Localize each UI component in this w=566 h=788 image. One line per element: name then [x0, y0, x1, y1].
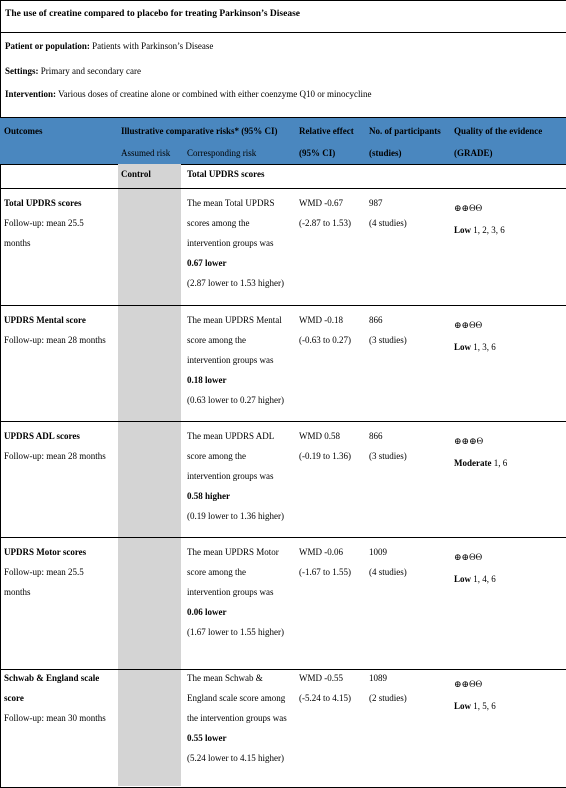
- header-corresponding: Corresponding risk: [187, 148, 257, 158]
- header-quality-1: Quality of the evidence: [454, 126, 543, 136]
- subheader-sep-right: [181, 164, 566, 165]
- row-risk-ci: (0.19 lower to 1.36 higher): [187, 511, 284, 521]
- row-risk-text: score among the: [187, 451, 246, 461]
- intervention-line: [5, 89, 372, 99]
- header-control: Control: [121, 169, 151, 179]
- row-risk-text: score among the: [187, 567, 246, 577]
- table-title: The use of creatine compared to placebo for treating Parkinson’s Disease: [5, 9, 301, 19]
- header-relative-2: (95% CI): [299, 148, 336, 158]
- row-risk-text: England scale score among: [187, 693, 286, 703]
- row-risk-text: the intervention groups was: [187, 713, 287, 723]
- row-risk-text: The mean UPDRS Motor: [187, 547, 279, 557]
- row-risk-text: The mean UPDRS ADL: [187, 431, 275, 441]
- row-effect-ci: (-1.67 to 1.55): [299, 567, 351, 577]
- intervention-label: Intervention:: [5, 89, 56, 99]
- row-followup: Follow-up: mean 30 months: [4, 713, 106, 723]
- row-separator: [0, 421, 566, 422]
- row-studies: (4 studies): [369, 218, 407, 228]
- row-risk-text: score among the: [187, 335, 246, 345]
- row-followup: months: [4, 238, 31, 248]
- grade-label: Low: [454, 701, 472, 711]
- row-risk-text: intervention groups was: [187, 238, 274, 248]
- row-studies: (2 studies): [369, 693, 407, 703]
- row-risk-ci: (5.24 lower to 4.15 higher): [187, 753, 284, 763]
- grade-label: Low: [454, 225, 472, 235]
- row-risk-text: The mean Total UPDRS: [187, 198, 275, 208]
- header-participants-1: No. of participants: [369, 126, 441, 136]
- row-risk-text: The mean UPDRS Mental: [187, 315, 282, 325]
- intervention-value: Various doses of creatine alone or combined with either coenzyme Q10 or minocycline: [58, 89, 372, 99]
- settings-line: [5, 66, 141, 76]
- row-risk-value: 0.67 lower: [187, 258, 227, 268]
- row-effect-ci: (-0.63 to 0.27): [299, 335, 351, 345]
- table-header: [0, 117, 566, 164]
- row-effect: WMD -0.67: [299, 198, 343, 208]
- row-effect: WMD -0.06: [299, 547, 343, 557]
- row-effect: WMD 0.58: [299, 431, 340, 441]
- row-risk-text: scores among the: [187, 218, 250, 228]
- row-risk-value: 0.18 lower: [187, 375, 227, 385]
- grade-symbols: ⊕⊕ΘΘ: [454, 203, 483, 213]
- row-studies: (3 studies): [369, 451, 407, 461]
- table-title-row: [0, 0, 566, 33]
- row-followup: months: [4, 587, 31, 597]
- row-outcome: UPDRS ADL scores: [4, 431, 80, 441]
- grade-symbols: ⊕⊕ΘΘ: [454, 320, 483, 330]
- row-outcome: UPDRS Mental score: [4, 315, 86, 325]
- grade-refs: 1, 4, 6: [473, 574, 496, 584]
- row-effect-ci: (-5.24 to 4.15): [299, 693, 351, 703]
- row-effect-ci: (-0.19 to 1.36): [299, 451, 351, 461]
- grade-label: Low: [454, 342, 472, 352]
- assumed-risk-column: [118, 164, 181, 786]
- header-risks: Illustrative comparative risks* (95% CI): [121, 126, 278, 136]
- header-outcomes: Outcomes: [4, 126, 43, 136]
- grade-refs: 1, 6: [493, 458, 508, 468]
- row-risk-value: 0.06 lower: [187, 607, 227, 617]
- row-followup: Follow-up: mean 28 months: [4, 335, 106, 345]
- subheader-sep-left: [0, 164, 118, 165]
- population-value: Patients with Parkinson’s Disease: [92, 41, 214, 51]
- row-outcome: Schwab & England scale: [4, 673, 100, 683]
- header-assumed: Assumed risk: [121, 148, 171, 158]
- row-participants: 866: [369, 315, 383, 325]
- grade-refs: 1, 5, 6: [473, 701, 496, 711]
- grade-label: Low: [454, 574, 472, 584]
- row-risk-ci: (1.67 lower to 1.55 higher): [187, 627, 284, 637]
- settings-label: Settings:: [5, 66, 39, 76]
- row-risk-value: 0.58 higher: [187, 491, 231, 501]
- row-risk-text: intervention groups was: [187, 355, 274, 365]
- grade-refs: 1, 3, 6: [473, 342, 496, 352]
- row-outcome: UPDRS Motor scores: [4, 547, 87, 557]
- row-risk-ci: (0.63 lower to 0.27 higher): [187, 395, 284, 405]
- grade-symbols: ⊕⊕ΘΘ: [454, 552, 483, 562]
- row-participants: 1089: [369, 673, 387, 683]
- header-relative-1: Relative effect: [299, 126, 354, 136]
- row-participants: 1009: [369, 547, 387, 557]
- row-studies: (3 studies): [369, 335, 407, 345]
- population-label: Patient or population:: [5, 41, 90, 51]
- row-followup: Follow-up: mean 25.5: [4, 567, 84, 577]
- row-separator: [0, 537, 566, 538]
- row-followup: Follow-up: mean 25.5: [4, 218, 84, 228]
- row-risk-value: 0.55 lower: [187, 733, 227, 743]
- row-risk-ci: (2.87 lower to 1.53 higher): [187, 278, 284, 288]
- row-participants: 866: [369, 431, 383, 441]
- header-quality-2: (GRADE): [454, 148, 493, 158]
- row-effect: WMD -0.55: [299, 673, 343, 683]
- settings-value: Primary and secondary care: [40, 66, 141, 76]
- population-line: [5, 41, 213, 51]
- header-participants-2: (studies): [369, 148, 402, 158]
- row-followup: Follow-up: mean 28 months: [4, 451, 106, 461]
- row-effect: WMD -0.18: [299, 315, 343, 325]
- row-participants: 987: [369, 198, 383, 208]
- row-risk-text: intervention groups was: [187, 471, 274, 481]
- row-outcome: Total UPDRS scores: [4, 198, 82, 208]
- grade-symbols: ⊕⊕⊕Θ: [454, 436, 484, 446]
- row-risk-text: The mean Schwab &: [187, 673, 263, 683]
- row-risk-text: intervention groups was: [187, 587, 274, 597]
- grade-symbols: ⊕⊕ΘΘ: [454, 679, 483, 689]
- row-separator: [0, 305, 566, 306]
- row-outcome-cont: score: [4, 693, 24, 703]
- grade-refs: 1, 2, 3, 6: [473, 225, 505, 235]
- row-effect-ci: (-2.87 to 1.53): [299, 218, 351, 228]
- header-total-updrs: Total UPDRS scores: [187, 169, 265, 179]
- row-separator: [0, 188, 566, 189]
- grade-label: Moderate: [454, 458, 492, 468]
- row-studies: (4 studies): [369, 567, 407, 577]
